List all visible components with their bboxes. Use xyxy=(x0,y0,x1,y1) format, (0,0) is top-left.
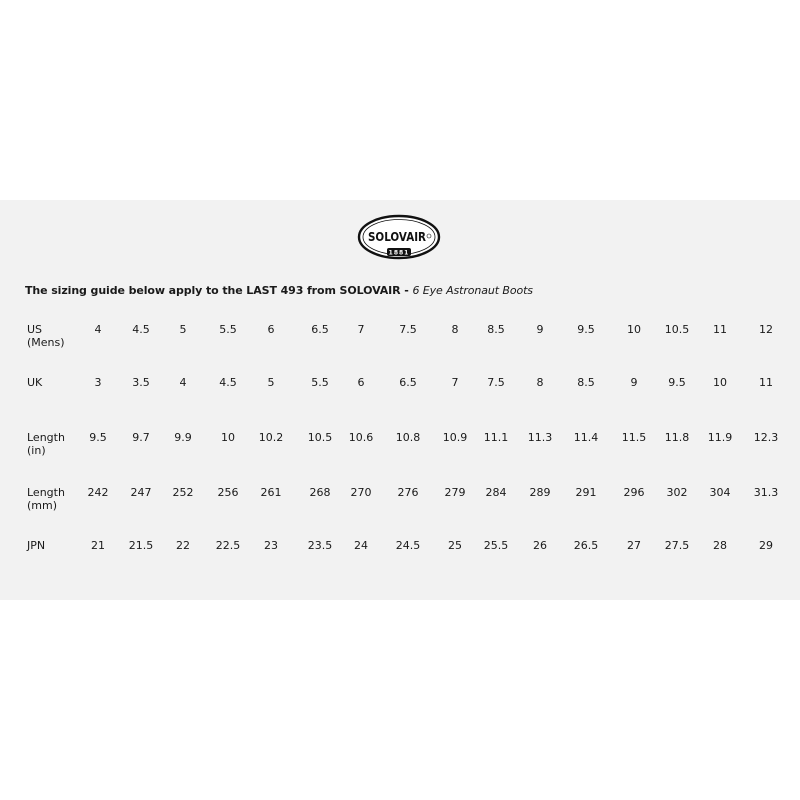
size-cell: 4 xyxy=(179,376,187,389)
row-label-unit: (Mens) xyxy=(27,336,65,349)
size-cell: 10.6 xyxy=(348,431,374,444)
size-cell: 11 xyxy=(759,376,773,389)
size-cell: 27 xyxy=(627,539,641,552)
size-cell: 5.5 xyxy=(311,376,329,389)
size-cell: 10.9 xyxy=(442,431,468,444)
size-cell: 10.5 xyxy=(307,431,333,444)
size-cell: 256 xyxy=(217,486,239,499)
size-cell: 28 xyxy=(713,539,727,552)
size-cell: 10.2 xyxy=(258,431,284,444)
size-cell: 7 xyxy=(357,323,365,336)
size-cell: 11.4 xyxy=(573,431,599,444)
headline-model: 6 Eye Astronaut Boots xyxy=(412,284,533,297)
size-cell: 247 xyxy=(130,486,152,499)
logo-year: 1881 xyxy=(388,249,410,257)
size-cell: 10 xyxy=(713,376,727,389)
size-cell: 296 xyxy=(623,486,645,499)
size-cell: 25.5 xyxy=(483,539,509,552)
size-cell: 6.5 xyxy=(399,376,417,389)
solovair-logo xyxy=(357,213,441,263)
row-label-primary: Length xyxy=(27,431,65,444)
size-cell: 261 xyxy=(260,486,282,499)
size-cell: 4.5 xyxy=(132,323,150,336)
size-cell: 11 xyxy=(713,323,727,336)
size-cell: 10.5 xyxy=(664,323,690,336)
size-cell: 21.5 xyxy=(128,539,154,552)
size-cell: 27.5 xyxy=(664,539,690,552)
size-cell: 9 xyxy=(536,323,544,336)
size-cell: 8.5 xyxy=(487,323,505,336)
size-cell: 12.3 xyxy=(753,431,779,444)
size-cell: 11.3 xyxy=(527,431,553,444)
size-cell: 22 xyxy=(176,539,190,552)
row-label xyxy=(27,539,45,552)
size-cell: 23.5 xyxy=(307,539,333,552)
size-cell: 8 xyxy=(536,376,544,389)
size-cell: 10 xyxy=(627,323,641,336)
size-cell: 302 xyxy=(666,486,688,499)
size-cell: 10 xyxy=(221,431,235,444)
row-label-primary: US xyxy=(27,323,43,336)
size-cell: 29 xyxy=(759,539,773,552)
row-label-primary: UK xyxy=(27,376,43,389)
row-label-primary: JPN xyxy=(27,539,46,552)
size-cell: 8 xyxy=(451,323,459,336)
row-label xyxy=(27,323,65,349)
row-label-primary: Length xyxy=(27,486,65,499)
size-cell: 9.5 xyxy=(89,431,107,444)
size-cell: 9.5 xyxy=(577,323,595,336)
size-cell: 270 xyxy=(350,486,372,499)
sizing-guide-headline xyxy=(25,284,533,297)
row-label xyxy=(27,431,65,457)
size-cell: 11.5 xyxy=(621,431,647,444)
size-cell: 4.5 xyxy=(219,376,237,389)
row-label-unit: (in) xyxy=(27,444,46,457)
size-cell: 5.5 xyxy=(219,323,237,336)
size-cell: 25 xyxy=(448,539,462,552)
size-cell: 7.5 xyxy=(487,376,505,389)
size-cell: 279 xyxy=(444,486,466,499)
row-label-unit: (mm) xyxy=(27,499,58,512)
size-cell: 21 xyxy=(91,539,105,552)
size-cell: 289 xyxy=(529,486,551,499)
size-cell: 291 xyxy=(575,486,597,499)
size-cell: 304 xyxy=(709,486,731,499)
row-label xyxy=(27,376,42,389)
size-cell: 7.5 xyxy=(399,323,417,336)
size-cell: 6 xyxy=(267,323,275,336)
size-cell: 24 xyxy=(354,539,368,552)
size-cell: 268 xyxy=(309,486,331,499)
size-cell: 9.5 xyxy=(668,376,686,389)
size-cell: 31.3 xyxy=(753,486,779,499)
size-cell: 26.5 xyxy=(573,539,599,552)
size-cell: 24.5 xyxy=(395,539,421,552)
size-cell: 284 xyxy=(485,486,507,499)
size-cell: 9.7 xyxy=(132,431,150,444)
size-cell: 10.8 xyxy=(395,431,421,444)
size-cell: 252 xyxy=(172,486,194,499)
headline-main: The sizing guide below apply to the LAST 493 from SOLOVAIR - xyxy=(25,284,413,297)
size-cell: 22.5 xyxy=(215,539,241,552)
size-guide-panel xyxy=(0,200,800,600)
size-cell: 276 xyxy=(397,486,419,499)
size-cell: 6.5 xyxy=(311,323,329,336)
size-cell: 26 xyxy=(533,539,547,552)
size-cell: 12 xyxy=(759,323,773,336)
size-cell: 8.5 xyxy=(577,376,595,389)
size-cell: 9.9 xyxy=(174,431,192,444)
logo-brand: SOLOVAIR xyxy=(368,229,427,244)
size-cell: 11.8 xyxy=(664,431,690,444)
size-cell: 242 xyxy=(87,486,109,499)
size-cell: 3 xyxy=(94,376,102,389)
size-cell: 4 xyxy=(94,323,102,336)
size-cell: 3.5 xyxy=(132,376,150,389)
size-cell: 9 xyxy=(630,376,638,389)
size-cell: 5 xyxy=(179,323,187,336)
size-cell: 11.9 xyxy=(707,431,733,444)
size-cell: 6 xyxy=(357,376,365,389)
size-cell: 11.1 xyxy=(483,431,509,444)
row-label xyxy=(27,486,65,512)
size-cell: 7 xyxy=(451,376,459,389)
size-cell: 23 xyxy=(264,539,278,552)
size-cell: 5 xyxy=(267,376,275,389)
